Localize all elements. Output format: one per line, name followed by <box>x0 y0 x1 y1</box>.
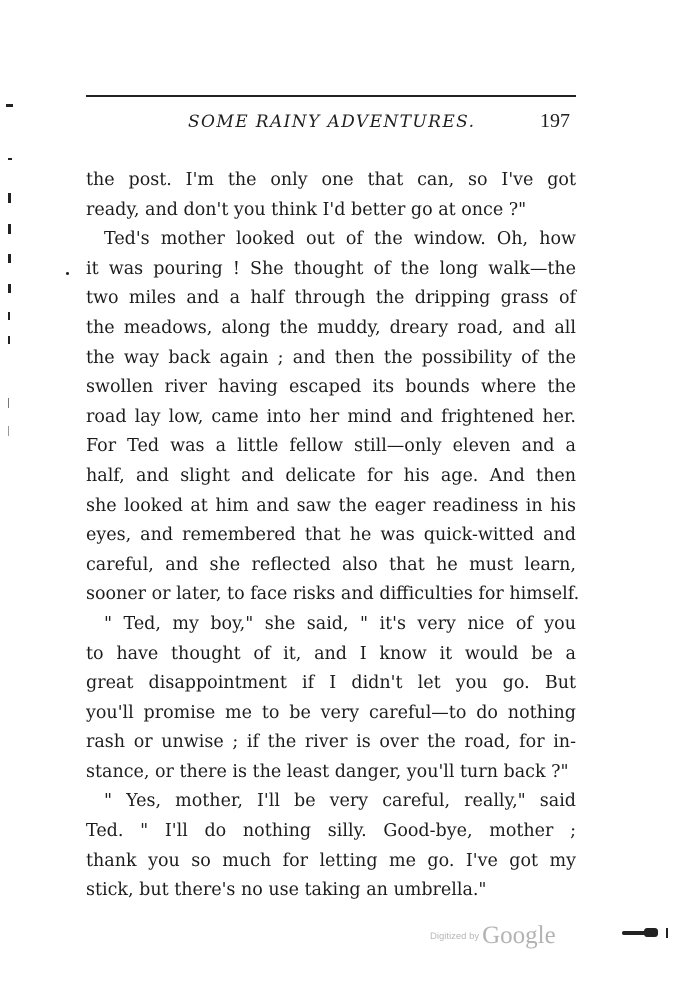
page-number: 197 <box>540 110 570 132</box>
text-line: the way back again ; and then the possibility of the <box>86 347 576 368</box>
text-line: Ted's mother looked out of the window. Oh, how <box>104 229 576 250</box>
text-line: it was pouring ! She thought of the long walk—the <box>86 258 576 279</box>
scan-mark <box>8 284 11 293</box>
text-line: two miles and a half through the dripping grass of <box>86 288 576 309</box>
text-line: Ted. " I'll do nothing silly. Good-bye, mother ; <box>86 821 576 842</box>
text-line: For Ted was a little fellow still—only eleven and a <box>86 436 576 457</box>
text-line: stance, or there is the least danger, you'll turn back ?" <box>86 761 569 782</box>
text-line: stick, but there's no use taking an umbrella." <box>86 880 487 901</box>
scan-mark <box>666 928 668 938</box>
text-line: thank you so much for letting me go. I've got my <box>86 850 576 871</box>
text-line: " Yes, mother, I'll be very careful, really," said <box>104 791 576 812</box>
header-rule <box>86 95 576 97</box>
text-line: rash or unwise ; if the river is over the road, for in- <box>86 732 576 753</box>
scan-mark <box>8 224 11 234</box>
scan-mark <box>66 272 69 275</box>
scan-mark <box>6 104 13 107</box>
scan-mark <box>644 928 658 937</box>
running-head <box>86 112 576 142</box>
text-line: to have thought of it, and I know it would be a <box>86 643 576 664</box>
scan-mark <box>8 254 11 263</box>
scan-mark <box>8 193 11 203</box>
text-line: the meadows, along the muddy, dreary road, and all <box>86 317 576 338</box>
text-line: great disappointment if I didn't let you go. But <box>86 673 576 694</box>
text-line: careful, and she reflected also that he must learn, <box>86 554 576 575</box>
text-line: she looked at him and saw the eager readiness in his <box>86 495 576 516</box>
running-title: SOME RAINY ADVENTURES. <box>188 112 476 132</box>
text-line: sooner or later, to face risks and difficulties for himself. <box>86 584 580 605</box>
body-text <box>86 166 580 906</box>
scan-mark <box>8 398 9 408</box>
watermark-brand: Google <box>482 922 556 949</box>
text-line: you'll promise me to be very careful—to do nothing <box>86 702 576 723</box>
scan-mark <box>8 426 9 436</box>
text-line: ready, and don't you think I'd better go at once ?" <box>86 199 527 220</box>
text-line: swollen river having escaped its bounds where the <box>86 377 576 398</box>
text-line: road lay low, came into her mind and frightened her. <box>86 406 576 427</box>
text-line: eyes, and remembered that he was quick-witted and <box>86 525 576 546</box>
scan-mark <box>8 312 10 320</box>
scan-mark <box>8 158 12 160</box>
digitized-watermark <box>430 922 556 950</box>
text-line: half, and slight and delicate for his age. And then <box>86 465 576 486</box>
text-line: the post. I'm the only one that can, so I've got <box>86 170 576 190</box>
text-line: " Ted, my boy," she said, " it's very nice of you <box>104 613 576 634</box>
watermark-prefix: Digitized by <box>430 931 480 942</box>
scan-mark <box>8 336 10 344</box>
